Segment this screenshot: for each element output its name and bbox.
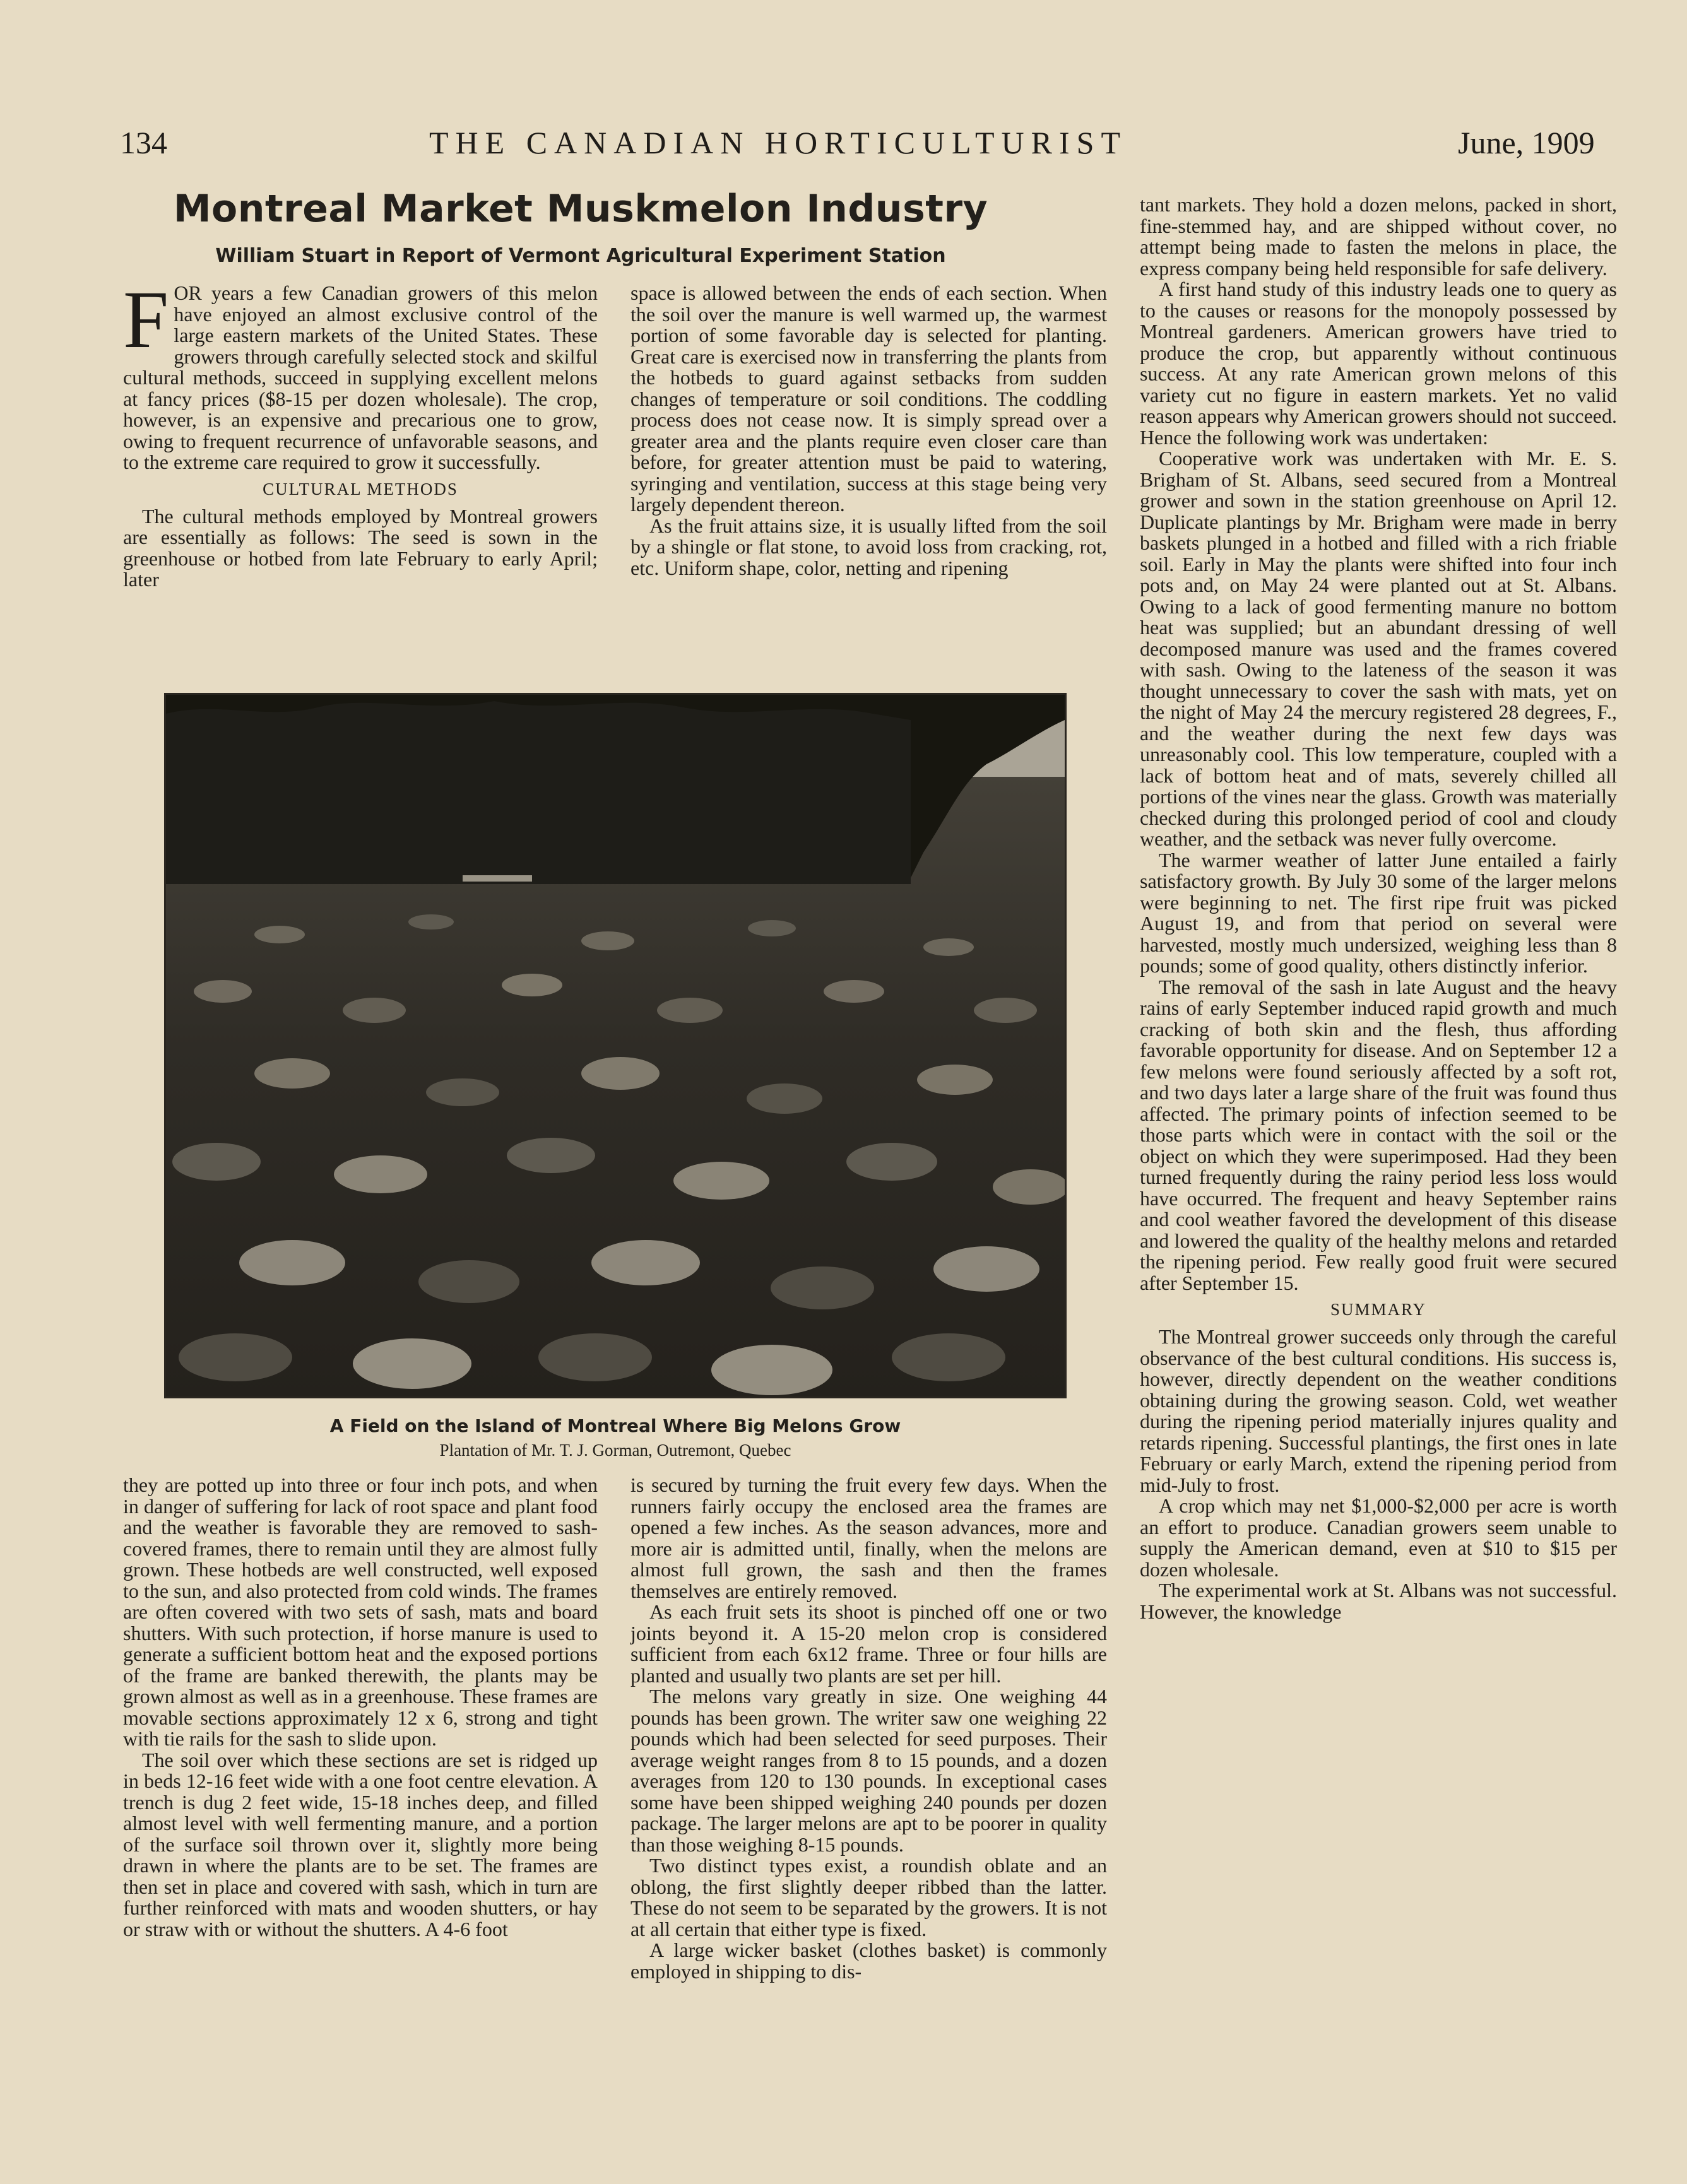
paragraph: A crop which may net $1,000-$2,000 per acre is worth an effort to produce. Canadian growers seem unable to supply the American demand, even at $10 to $15 per dozen wholesale.	[1140, 1494, 1617, 1581]
paragraph: tant markets. They hold a dozen melons, packed in short, fine-stemmed hay, and are shipped without cover, no attempt being made to fasten the melons in place, the express company being held responsible for safe delivery.	[1140, 193, 1617, 280]
paragraph: space is allowed between the ends of each section. When the soil over the manure is well warmed up, the warmest portion of some favorable day is selected for planting. Great care is exercised now in transferring the plants from the hotbeds to guard against setbacks from sudden changes of temperature or soil conditions. The coddling process does not cease now. It is simply spread over a greater area and the plants require even closer care than before, for greater attention must be paid to watering, syringing and ventilation, success at this stage being very largely dependent thereon.	[630, 281, 1107, 516]
paragraph: is secured by turning the fruit every few days. When the runners fairly occupy the enclosed area the frames are opened a few inches. As the season advances, more and more air is admitted until, finally, when the melons are almost full grown, the sash and then the frames themselves are entirely removed.	[630, 1473, 1107, 1602]
column-3	[1140, 194, 1617, 1622]
section-heading-cultural-methods: CULTURAL METHODS	[263, 479, 458, 499]
paragraph: As the fruit attains size, it is usually lifted from the soil by a shingle or flat stone, to avoid loss from cracking, rot, etc. Uniform shape, color, netting and ripening	[630, 514, 1107, 579]
paragraph: A large wicker basket (clothes basket) is commonly employed in shipping to dis-	[630, 1939, 1107, 1983]
melon-field-image	[166, 695, 1065, 1396]
column-1-upper	[123, 274, 598, 591]
column-2-lower	[630, 1475, 1107, 1982]
paragraph: The soil over which these sections are set is ridged up in beds 12-16 feet wide with a one foot centre elevation. A trench is dug 2 feet wide, 15-18 inches deep, and filled almost level with well fermenting manure, and a portion of the surface soil thrown over it, slightly more being drawn in where the plants are to be set. The frames are then set in place and covered with sash, which in turn are further reinforced with mats and wooden shutters, or hay or straw with or without the shutters. A 4-6 foot	[123, 1748, 598, 1940]
article-byline: William Stuart in Report of Vermont Agricultural Experiment Station	[215, 245, 946, 267]
figure-caption	[164, 1414, 1067, 1461]
intro-text: OR years a few Canadian growers of this melon have enjoyed an almost exclusive control of the large eastern markets of the United States. These growers through carefully selected stock and skilful cultural methods, succeed in supplying excellent melons at fancy prices ($8-15 per dozen wholesale). The crop, however, is an expensive and precarious one to grow, owing to frequent recurrence of unfavorable seasons, and to the extreme care required to grow it successfully.	[123, 281, 598, 473]
article-title: Montreal Market Muskmelon Industry	[173, 187, 988, 231]
paragraph: The cultural methods employed by Montreal growers are essentially as follows: The seed is sown in the greenhouse or hotbed from late February to early April; later	[123, 504, 598, 591]
page-number: 134	[120, 125, 167, 160]
issue-date: June, 1909	[1458, 125, 1595, 160]
paragraph: Two distinct types exist, a roundish oblate and an oblong, the first slightly deeper ribbed than the latter. These do not seem to be separated by the growers. It is not at all certain that either type is fixed.	[630, 1854, 1107, 1940]
paragraph: Cooperative work was undertaken with Mr. E. S. Brigham of St. Albans, seed secured from a Montreal grower and sown in the station greenhouse on April 12. Duplicate plantings by Mr. Brigham were made in berry baskets plunged in a hotbed and filled with a rich friable soil. Early in May the plants were shifted into four inch pots and, on May 24 were planted out at St. Albans. Owing to a lack of good fermenting manure no bottom heat was supplied; but an abundant dressing of well decomposed manure was used and the frames covered with sash. Owing to the lateness of the season it was thought unnecessary to cover the sash with mats, yet on the night of May 24 the mercury registered 28 degrees, F., and the weather during the next few days was unreasonably cool. This low temperature, coupled with a lack of bottom heat and of mats, severely chilled all portions of the vines near the glass. Growth was materially checked during this prolonged period of cool and cloudy weather, and the setback was never fully overcome.	[1140, 447, 1617, 850]
paragraph: The Montreal grower succeeds only through the careful observance of the best cultural conditions. His success is, however, directly dependent on the weather conditions obtaining during the growing season. Cold, wet weather during the ripening period materially injures quality and retards ripening. Successful plantings, the first ones in late February or early March, extend the ripening period from mid-July to frost.	[1140, 1325, 1617, 1496]
caption-title: A Field on the Island of Montreal Where Big Melons Grow	[329, 1415, 901, 1436]
paragraph: The experimental work at St. Albans was not successful. However, the knowledge	[1140, 1579, 1617, 1623]
paragraph: The melons vary greatly in size. One weighing 44 pounds has been grown. The writer saw one weighing 22 pounds which had been selected for seed purposes. Their average weight ranges from 8 to 15 pounds, and a dozen averages from 120 to 130 pounds. In exceptional cases some have been shipped weighing 240 pounds per dozen package. The larger melons are apt to be poorer in quality than those weighing 8-15 pounds.	[630, 1685, 1107, 1856]
section-heading-summary: SUMMARY	[1330, 1300, 1427, 1319]
masthead: THE CANADIAN HORTICULTURIST	[429, 125, 1128, 160]
paragraph: As each fruit sets its shoot is pinched off one or two joints beyond it. A 15-20 melon crop is considered sufficient from each 6x12 frame. Three or four hills are planted and usually two plants are set per hill.	[630, 1600, 1107, 1687]
paragraph: The warmer weather of latter June entailed a fairly satisfactory growth. By July 30 some of the larger melons were beginning to net. The first ripe fruit was picked August 19, and from that period on several were harvested, mostly much undersized, weighing less than 8 pounds; some of good quality, others distinctly inferior.	[1140, 848, 1617, 977]
column-1-lower	[123, 1475, 598, 1940]
column-2-upper	[630, 283, 1107, 579]
paragraph: A first hand study of this industry leads one to query as to the causes or reasons for the monopoly possessed by Montreal gardeners. American growers have tried to produce the crop, but apparently without continuous success. At any rate American grown melons of this variety cut no figure in eastern markets. Yet no valid reason appears why American growers should not succeed. Hence the following work was undertaken:	[1140, 278, 1617, 449]
intro-paragraph	[123, 274, 598, 473]
melon-field-photo	[164, 693, 1067, 1398]
drop-cap: F	[123, 274, 169, 365]
paragraph: they are potted up into three or four inch pots, and when in danger of suffering for lack of root space and plant food and the weather is favorable they are removed to sash-covered frames, there to remain until they are almost fully grown. These hotbeds are well constructed, well exposed to the sun, and also protected from cold winds. The frames are often covered with two sets of sash, mats and board shutters. With such protection, if horse manure is used to generate a sufficient bottom heat and the exposed portions of the frame are banked therewith, the plants may be grown almost as well as in a greenhouse. These frames are movable sections approximately 12 x 6, strong and tight with tie rails for the sash to slide upon.	[123, 1473, 598, 1750]
caption-credit: Plantation of Mr. T. J. Gorman, Outremont, Quebec	[439, 1441, 791, 1460]
paragraph: The removal of the sash in late August and the heavy rains of early September induced rapid growth and much cracking of both skin and the flesh, thus affording favorable opportunity for disease. And on September 12 a few melons were found seriously affected by a soft rot, and two days later a large share of the fruit was found thus affected. The primary points of infection seemed to be those parts which were in contact with the soil or the object on which they were superimposed. Had they been turned frequently during the rainy period less loss would have occurred. The frequent and heavy September rains and cool weather favored the development of this disease and lowered the quality of the healthy melons and retarded the ripening period. Few really good fruit were secured after September 15.	[1140, 975, 1617, 1294]
